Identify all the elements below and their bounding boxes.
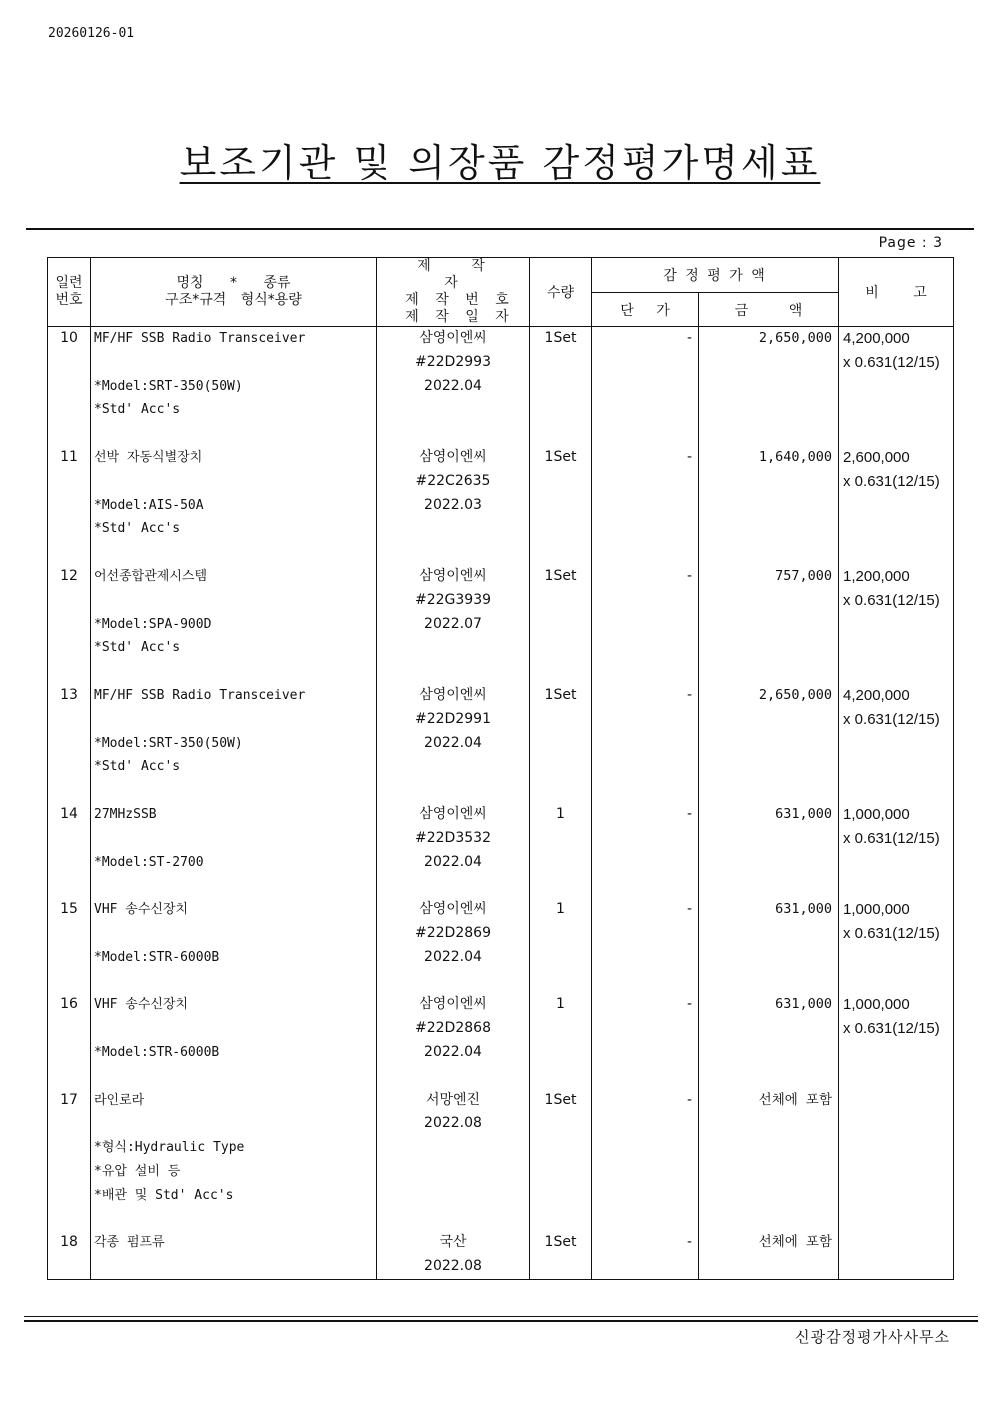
remarks-cell-line — [843, 375, 953, 399]
remarks-cell-line — [843, 1136, 953, 1160]
remarks-cell — [839, 803, 954, 898]
serial-no-cell — [48, 1231, 91, 1279]
serial-no-cell-text: 12 — [60, 567, 78, 584]
maker-cell-line — [377, 1184, 529, 1208]
remarks-cell — [839, 1231, 954, 1279]
serial-no-cell-text: 13 — [60, 686, 78, 703]
item-name-cell-line — [94, 1255, 376, 1279]
quantity-cell-text: 1Set — [544, 1091, 577, 1108]
item-name-cell — [91, 1089, 377, 1232]
maker-cell — [377, 1231, 530, 1279]
amount-cell-text: 631,000 — [775, 901, 833, 918]
amount-cell — [699, 993, 839, 1088]
maker-cell-line — [377, 1160, 529, 1184]
document-id: 20260126-01 — [48, 26, 135, 41]
quantity-cell — [530, 993, 592, 1088]
page-title: 보조기관 및 의장품 감정평가명세표 — [179, 141, 821, 185]
remarks-cell-line: 1,000,000 — [843, 901, 910, 919]
remarks-cell-line — [843, 874, 953, 898]
remarks-cell — [839, 993, 954, 1088]
item-name-cell-line — [94, 874, 376, 898]
remarks-cell-line — [843, 541, 953, 565]
maker-cell-line — [377, 398, 529, 422]
table-row — [48, 684, 954, 803]
remarks-cell-line — [843, 494, 953, 518]
unit-price-cell-text: - — [686, 1234, 692, 1251]
maker-cell-line — [377, 755, 529, 779]
maker-cell-line: 2022.07 — [424, 615, 482, 632]
maker-cell — [377, 446, 530, 565]
maker-cell-line — [377, 970, 529, 994]
serial-no-cell — [48, 803, 91, 898]
maker-cell-line — [377, 660, 529, 684]
header-maker-line2: 제 작 번 호 — [405, 292, 515, 308]
header-serial-no-line2: 번호 — [55, 292, 83, 308]
unit-price-cell — [592, 1231, 699, 1279]
quantity-cell-text: 1 — [556, 996, 565, 1013]
serial-no-cell-text: 14 — [60, 805, 78, 822]
item-name-cell-line: *Model:SPA-900D — [94, 616, 212, 632]
remarks-cell-line: 4,200,000 — [843, 686, 910, 704]
quantity-cell-text: 1 — [556, 805, 565, 822]
remarks-cell-line — [843, 1207, 953, 1231]
unit-price-cell — [592, 565, 699, 684]
maker-cell — [377, 327, 530, 446]
quantity-cell — [530, 684, 592, 803]
item-name-cell-line: *Model:AIS-50A — [94, 497, 204, 513]
remarks-cell-line: x 0.631(12/15) — [843, 924, 940, 942]
remarks-cell — [839, 1089, 954, 1232]
amount-cell — [699, 565, 839, 684]
table-row — [48, 565, 954, 684]
item-name-cell-line — [94, 708, 376, 732]
serial-no-cell — [48, 993, 91, 1088]
item-name-cell-line: VHF 송수신장치 — [94, 902, 189, 918]
maker-cell-line — [377, 874, 529, 898]
maker-cell-line: 2022.04 — [424, 734, 482, 751]
maker-cell — [377, 993, 530, 1088]
header-serial-no-line1: 일련 — [55, 275, 83, 291]
bottom-rule-thin — [24, 1316, 978, 1317]
amount-cell — [699, 898, 839, 993]
remarks-cell-line: x 0.631(12/15) — [843, 591, 940, 609]
item-name-cell-line — [94, 541, 376, 565]
unit-price-cell — [592, 803, 699, 898]
amount-cell-text: 1,640,000 — [758, 448, 833, 465]
quantity-cell-text: 1Set — [544, 330, 577, 346]
maker-cell-line — [377, 1136, 529, 1160]
remarks-cell-line: x 0.631(12/15) — [843, 1020, 940, 1038]
maker-cell-line: #22D2869 — [415, 924, 491, 941]
item-name-cell-line — [94, 1017, 376, 1041]
quantity-cell-text: 1Set — [544, 1234, 577, 1251]
remarks-cell-line — [843, 1089, 953, 1113]
unit-price-cell-text: - — [686, 996, 692, 1013]
header-name-line1: 명칭 * 종류 — [176, 275, 291, 291]
item-name-cell — [91, 1231, 377, 1279]
item-name-cell-line — [94, 470, 376, 494]
item-name-cell-line: *Std' Acc's — [94, 759, 181, 775]
remarks-cell — [839, 565, 954, 684]
maker-cell-line: 2022.04 — [424, 948, 482, 965]
quantity-cell-text: 1Set — [544, 448, 577, 465]
item-name-cell-line — [94, 1207, 376, 1231]
item-name-cell-line: 어선종합관제시스템 — [94, 568, 208, 584]
item-name-cell-line — [94, 351, 376, 375]
quantity-cell — [530, 803, 592, 898]
maker-cell-line: 2022.08 — [424, 1258, 482, 1275]
unit-price-cell-text: - — [686, 330, 692, 346]
maker-cell-line: #22D2868 — [415, 1020, 491, 1037]
quantity-cell — [530, 327, 592, 446]
serial-no-cell — [48, 446, 91, 565]
item-name-cell-line: 27MHzSSB — [94, 806, 157, 822]
maker-cell-line: #22D3532 — [415, 829, 491, 846]
maker-cell-line — [377, 422, 529, 446]
remarks-cell-line: x 0.631(12/15) — [843, 710, 940, 728]
item-name-cell-line — [94, 1112, 376, 1136]
remarks-cell-line — [843, 732, 953, 756]
header-maker-line3: 제 작 일 자 — [405, 309, 515, 325]
item-name-cell-line: MF/HF SSB Radio Transceiver — [94, 331, 306, 346]
remarks-cell-line — [843, 779, 953, 803]
remarks-cell-line — [843, 1160, 953, 1184]
item-name-cell — [91, 993, 377, 1088]
header-appraisal-amount: 감 정 평 가 액 — [592, 258, 839, 293]
maker-cell-line: 삼영이엔씨 — [419, 448, 487, 465]
remarks-cell-line — [843, 1231, 953, 1255]
unit-price-cell-text: - — [686, 567, 692, 584]
header-unit-price: 단 가 — [592, 293, 699, 327]
serial-no-cell — [48, 898, 91, 993]
unit-price-cell-text: - — [686, 448, 692, 465]
remarks-cell-line — [843, 1184, 953, 1208]
maker-cell-line: #22C2635 — [415, 472, 491, 489]
remarks-cell-line: x 0.631(12/15) — [843, 829, 940, 847]
appraisal-table — [47, 257, 954, 1280]
item-name-cell-line: *Std' Acc's — [94, 640, 181, 656]
remarks-cell-line: x 0.631(12/15) — [843, 472, 940, 490]
maker-cell-line: 삼영이엔씨 — [419, 805, 487, 822]
header-serial-no — [48, 258, 91, 327]
remarks-cell-line — [843, 1255, 953, 1279]
item-name-cell — [91, 327, 377, 446]
unit-price-cell — [592, 446, 699, 565]
serial-no-cell-text: 10 — [60, 330, 78, 346]
maker-cell-line: 2022.04 — [424, 377, 482, 394]
header-name-line2: 구조*규격 형식*용량 — [165, 292, 302, 308]
amount-cell-text: 2,650,000 — [758, 686, 833, 703]
quantity-cell — [530, 446, 592, 565]
quantity-cell-text: 1 — [556, 901, 565, 918]
serial-no-cell-text: 15 — [60, 901, 78, 918]
maker-cell-line: 삼영이엔씨 — [419, 567, 487, 584]
amount-cell — [699, 803, 839, 898]
item-name-cell-line — [94, 589, 376, 613]
amount-cell — [699, 684, 839, 803]
bottom-rule-thick — [24, 1320, 978, 1322]
maker-cell-line: 서망엔진 — [425, 1091, 481, 1108]
table-row — [48, 1089, 954, 1232]
item-name-cell-line — [94, 970, 376, 994]
remarks-cell — [839, 327, 954, 446]
maker-cell-line: 2022.08 — [424, 1115, 482, 1132]
table-row — [48, 446, 954, 565]
amount-cell — [699, 1089, 839, 1232]
remarks-cell-line — [843, 517, 953, 541]
maker-cell-line: 2022.04 — [424, 1043, 482, 1060]
unit-price-cell-text: - — [686, 1091, 692, 1108]
maker-cell-line — [377, 636, 529, 660]
item-name-cell — [91, 898, 377, 993]
amount-cell-text: 2,650,000 — [758, 330, 833, 346]
maker-cell-line: 삼영이엔씨 — [419, 330, 487, 346]
item-name-cell-line: *Std' Acc's — [94, 402, 181, 418]
item-name-cell-line: *형식:Hydraulic Type — [94, 1140, 245, 1156]
unit-price-cell-text: - — [686, 686, 692, 703]
maker-cell-line — [377, 779, 529, 803]
table-row — [48, 327, 954, 446]
serial-no-cell-text: 17 — [60, 1091, 78, 1108]
serial-no-cell — [48, 1089, 91, 1232]
item-name-cell-line — [94, 422, 376, 446]
serial-no-cell — [48, 684, 91, 803]
unit-price-cell-text: - — [686, 901, 692, 918]
remarks-cell-line: 1,000,000 — [843, 996, 910, 1014]
maker-cell-line: 삼영이엔씨 — [419, 901, 487, 918]
remarks-cell-line — [843, 398, 953, 422]
remarks-cell — [839, 684, 954, 803]
item-name-cell-line — [94, 660, 376, 684]
unit-price-cell — [592, 684, 699, 803]
unit-price-cell — [592, 898, 699, 993]
table-row — [48, 898, 954, 993]
remarks-cell-line — [843, 422, 953, 446]
title-block — [0, 132, 1000, 187]
table-row — [48, 803, 954, 898]
office-name: 신광감정평가사사무소 — [795, 1328, 950, 1346]
maker-cell — [377, 684, 530, 803]
item-name-cell-line: VHF 송수신장치 — [94, 997, 189, 1013]
item-name-cell-line: 선박 자동식별장치 — [94, 449, 203, 465]
remarks-cell-line — [843, 970, 953, 994]
remarks-cell-line — [843, 1041, 953, 1065]
amount-cell-text: 631,000 — [775, 996, 833, 1013]
header-quantity: 수량 — [530, 258, 592, 327]
item-name-cell-line: *Model:STR-6000B — [94, 1044, 220, 1060]
quantity-cell — [530, 898, 592, 993]
remarks-cell-line — [843, 755, 953, 779]
remarks-cell-line — [843, 851, 953, 875]
table-body — [48, 327, 954, 1280]
unit-price-cell — [592, 327, 699, 446]
header-item-name — [91, 258, 377, 327]
item-name-cell — [91, 446, 377, 565]
maker-cell — [377, 1089, 530, 1232]
amount-cell — [699, 446, 839, 565]
serial-no-cell — [48, 327, 91, 446]
maker-cell-line — [377, 517, 529, 541]
serial-no-cell-text: 16 — [60, 996, 78, 1013]
item-name-cell-line: 라인로라 — [94, 1092, 145, 1108]
page-number: Page : 3 — [878, 235, 943, 251]
item-name-cell-line: *Std' Acc's — [94, 521, 181, 537]
maker-cell-line: 2022.04 — [424, 853, 482, 870]
amount-cell-text: 선체에 포함 — [758, 1091, 833, 1108]
item-name-cell-line: *유압 설비 등 — [94, 1163, 181, 1179]
remarks-cell — [839, 446, 954, 565]
item-name-cell-line: MF/HF SSB Radio Transceiver — [94, 687, 306, 703]
remarks-cell-line — [843, 660, 953, 684]
remarks-cell — [839, 898, 954, 993]
maker-cell — [377, 803, 530, 898]
amount-cell-text: 선체에 포함 — [758, 1234, 833, 1251]
maker-cell-line: 2022.03 — [424, 496, 482, 513]
maker-cell-line: 삼영이엔씨 — [419, 996, 487, 1013]
remarks-cell-line: x 0.631(12/15) — [843, 353, 940, 371]
maker-cell-line: 삼영이엔씨 — [419, 686, 487, 703]
quantity-cell-text: 1Set — [544, 686, 577, 703]
serial-no-cell-text: 11 — [60, 448, 78, 465]
remarks-cell-line — [843, 1112, 953, 1136]
quantity-cell — [530, 565, 592, 684]
unit-price-cell — [592, 1089, 699, 1232]
item-name-cell-line: *Model:ST-2700 — [94, 854, 204, 870]
item-name-cell — [91, 803, 377, 898]
maker-cell-line — [377, 1207, 529, 1231]
item-name-cell-line: 각종 펌프류 — [94, 1235, 165, 1251]
remarks-cell-line: 1,000,000 — [843, 805, 910, 823]
maker-cell-line: #22G3939 — [414, 591, 492, 608]
header-maker-line1: 제 작 자 — [417, 258, 503, 291]
serial-no-cell — [48, 565, 91, 684]
remarks-cell-line: 1,200,000 — [843, 567, 910, 585]
item-name-cell-line — [94, 1065, 376, 1089]
amount-cell-text: 631,000 — [775, 805, 833, 822]
header-maker — [377, 258, 530, 327]
maker-cell-line — [377, 1065, 529, 1089]
remarks-cell-line — [843, 613, 953, 637]
unit-price-cell — [592, 993, 699, 1088]
maker-cell — [377, 898, 530, 993]
serial-no-cell-text: 18 — [60, 1234, 78, 1251]
item-name-cell-line — [94, 827, 376, 851]
item-name-cell-line: *Model:SRT-350(50W) — [94, 378, 243, 394]
remarks-cell-line — [843, 636, 953, 660]
quantity-cell-text: 1Set — [544, 567, 577, 584]
top-rule — [26, 228, 974, 230]
amount-cell-text: 757,000 — [775, 567, 833, 584]
maker-cell-line: #22D2991 — [415, 710, 491, 727]
amount-cell — [699, 327, 839, 446]
item-name-cell-line — [94, 779, 376, 803]
maker-cell — [377, 565, 530, 684]
item-name-cell-line: *Model:STR-6000B — [94, 949, 220, 965]
header-remarks: 비 고 — [839, 258, 954, 327]
header-amount: 금 액 — [699, 293, 839, 327]
remarks-cell-line — [843, 1065, 953, 1089]
table-row — [48, 993, 954, 1088]
quantity-cell — [530, 1089, 592, 1232]
item-name-cell-line: *배관 및 Std' Acc's — [94, 1187, 234, 1203]
maker-cell-line: #22D2993 — [415, 353, 491, 370]
remarks-cell-line — [843, 946, 953, 970]
remarks-cell-line: 2,600,000 — [843, 448, 910, 466]
item-name-cell-line — [94, 922, 376, 946]
remarks-cell-line: 4,200,000 — [843, 330, 910, 347]
unit-price-cell-text: - — [686, 805, 692, 822]
item-name-cell-line: *Model:SRT-350(50W) — [94, 735, 243, 751]
amount-cell — [699, 1231, 839, 1279]
table-row — [48, 1231, 954, 1279]
maker-cell-line: 국산 — [439, 1234, 467, 1251]
item-name-cell — [91, 565, 377, 684]
quantity-cell — [530, 1231, 592, 1279]
item-name-cell — [91, 684, 377, 803]
maker-cell-line — [377, 541, 529, 565]
